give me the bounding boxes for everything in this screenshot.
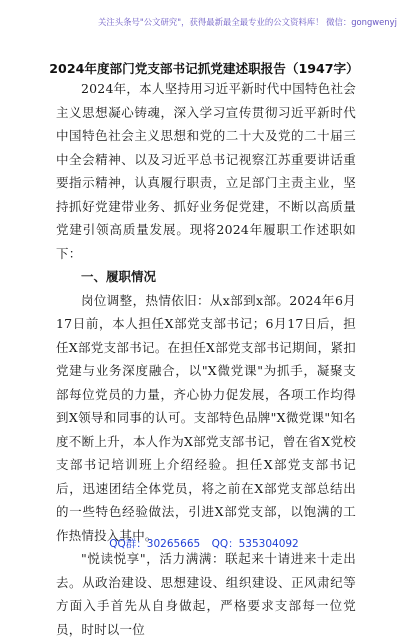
reading-paragraph: "悦读悦享"，活力满满：联起来十请进来十走出去。从政治建设、思想建设、组织建设、正风肃纪等方面入手首先从自身做起，严格要求支部每一位党员，时时以一位: [56, 551, 356, 637]
header-promo-note: 关注头条号"公文研究"，获得最新最全最专业的公文资料库！ 微信：gongwenyj: [98, 17, 397, 27]
footer-qq: QQ：535304092: [211, 538, 299, 550]
document-body: [56, 77, 356, 641]
post-adjustment-paragraph: 岗位调整，热情依旧：从x部到x部。2024年6月17日前，本人担任X部党支部书记；6月17日后，担任X部党支部书记。在担任X部党支部书记期间，紧扣党建与业务深度融合，以"X微党课"为抓手，凝聚支部每位党员的力量，齐心协力促发展，各项工作均得到X领导和同事的认可。支部特色品牌"X微党课"知名度不断上升，本人作为X部党支部书记，曾在省X党校支部书记培训班上介绍经验。担任X部党支部书记后，迅速团结全体党员，将之前在X部党支部总结出的一些特色经验做法，引进X部党支部，以饱满的工作热情投入其中。: [56, 292, 356, 543]
footer-contact: [0, 536, 408, 551]
intro-paragraph: 2024年，本人坚持用习近平新时代中国特色社会主义思想凝心铸魂，深入学习宣传贯彻习近平新时代中国特色社会主义思想和党的二十大及党的二十届三中全会精神、以及习近平总书记视察江苏重要讲话重要指示精神，认真履行职责，立足部门主责主业，坚持抓好党建带业务、抓好业务促党建，不断以高质量党建引领高质量发展。现将2024年履职工作述职如下：: [56, 81, 356, 261]
document-title: 2024年度部门党支部书记抓党建述职报告（1947字）: [49, 61, 359, 76]
section-heading: 一、履职情况: [81, 269, 157, 284]
footer-qq-group: QQ群：30265665: [109, 538, 201, 550]
